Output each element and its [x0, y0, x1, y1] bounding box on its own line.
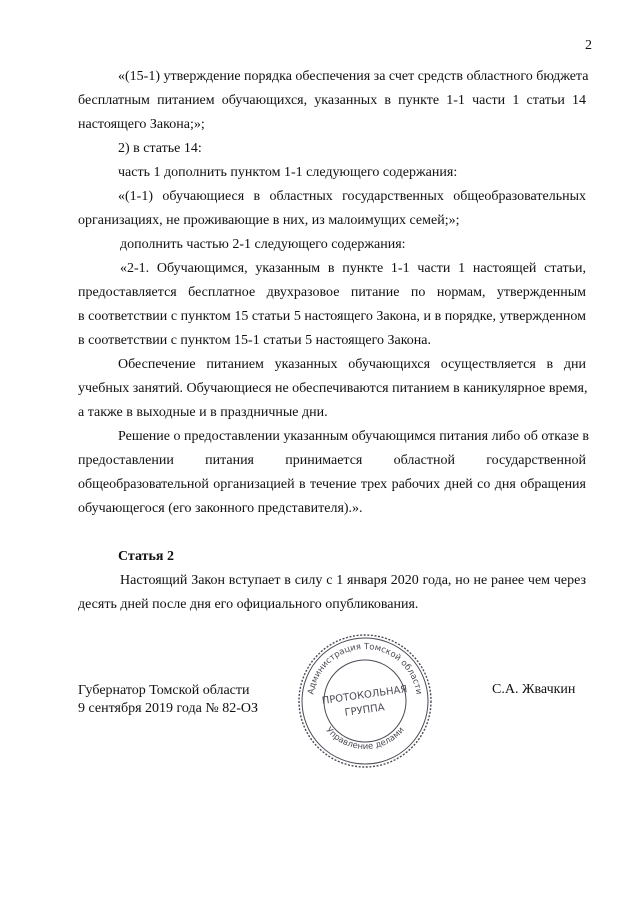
- stamp-ring-top-text: Администрация Томской области: [306, 641, 424, 696]
- text-line-9: «2-1. Обучающимся, указанным в пункте 1-1 части 1 настоящей статьи,: [120, 261, 586, 276]
- text-line-13: Обеспечение питанием указанных обучающихся осуществляется в дни: [118, 357, 586, 372]
- text-line-6: «(1-1) обучающиеся в областных государственных общеобразовательных: [118, 189, 586, 204]
- text-line-21: Настоящий Закон вступает в силу с 1 января 2020 года, но не ранее чем через: [120, 573, 586, 588]
- text-line-10: предоставляется бесплатное двухразовое питание по нормам, утвержденным: [78, 285, 586, 300]
- page-number: 2: [585, 38, 592, 53]
- stamp-center-line-2: ГРУППА: [344, 702, 386, 719]
- text-line-12: в соответствии с пунктом 15-1 статьи 5 настоящего Закона.: [78, 333, 432, 348]
- text-line-2: бесплатным питанием обучающихся, указанных в пункте 1-1 части 1 статьи 14: [78, 93, 586, 108]
- text-line-1: «(15-1) утверждение порядка обеспечения за счет средств областного бюджета: [118, 69, 589, 84]
- text-line-7: организациях, не проживающие в них, из малоимущих семей;»;: [78, 213, 460, 228]
- official-stamp: [296, 632, 434, 770]
- text-line-19: обучающегося (его законного представителя).».: [78, 501, 363, 516]
- article-heading: Статья 2: [118, 549, 174, 564]
- text-line-16: Решение о предоставлении указанным обучающимся питания либо об отказе в: [118, 429, 589, 444]
- text-line-11: в соответствии с пунктом 15 статьи 5 настоящего Закона, и в порядке, утвержденном: [78, 309, 586, 324]
- text-line-5: часть 1 дополнить пунктом 1-1 следующего содержания:: [118, 165, 458, 180]
- text-line-4: 2) в статье 14:: [118, 141, 202, 156]
- text-line-15: а также в выходные и в праздничные дни.: [78, 405, 328, 420]
- text-line-3: настоящего Закона;»;: [78, 117, 205, 132]
- text-line-22: десять дней после дня его официального опубликования.: [78, 597, 419, 612]
- text-line-14: учебных занятий. Обучающиеся не обеспечиваются питанием в каникулярное время,: [78, 381, 588, 396]
- text-line-17: предоставлении питания принимается областной государственной: [78, 453, 586, 468]
- stamp-ring-bottom-text: Управление делами: [323, 725, 407, 752]
- signatory-position: Губернатор Томской области: [78, 683, 250, 698]
- law-date-number: 9 сентября 2019 года № 82-ОЗ: [78, 701, 258, 716]
- text-line-8: дополнить частью 2-1 следующего содержания:: [120, 237, 406, 252]
- stamp-center-line-1: ПРОТОКОЛЬНАЯ: [321, 684, 409, 707]
- signatory-name: С.А. Жвачкин: [492, 682, 576, 697]
- text-line-18: общеобразовательной организацией в течение трех рабочих дней со дня обращения: [78, 477, 586, 492]
